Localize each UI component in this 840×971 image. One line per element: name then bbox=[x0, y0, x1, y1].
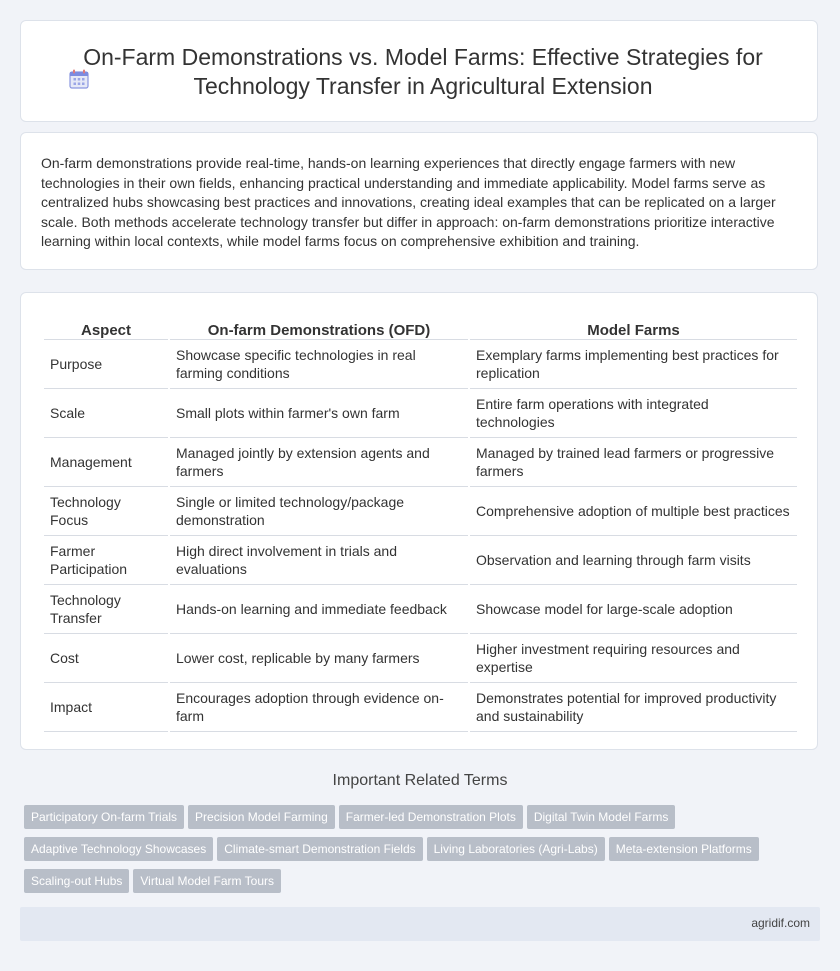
table-row bbox=[44, 634, 797, 683]
model-farms-cell: Entire farm operations with integrated technologies bbox=[470, 389, 797, 438]
aspect-cell: Cost bbox=[44, 634, 168, 683]
footer-site-link[interactable]: agridif.com bbox=[751, 916, 810, 930]
table-row bbox=[44, 389, 797, 438]
aspect-cell: Purpose bbox=[44, 340, 168, 389]
related-term-tag[interactable]: Digital Twin Model Farms bbox=[527, 805, 675, 829]
ofd-cell: Single or limited technology/package demonstration bbox=[170, 487, 468, 536]
ofd-cell: Managed jointly by extension agents and farmers bbox=[170, 438, 468, 487]
aspect-cell: Technology Transfer bbox=[44, 585, 168, 634]
model-farms-cell: Observation and learning through farm visits bbox=[470, 536, 797, 585]
aspect-cell: Scale bbox=[44, 389, 168, 438]
related-term-tag[interactable]: Living Laboratories (Agri-Labs) bbox=[427, 837, 605, 861]
model-farms-cell: Managed by trained lead farmers or progressive farmers bbox=[470, 438, 797, 487]
related-term-tag[interactable]: Virtual Model Farm Tours bbox=[133, 869, 281, 893]
related-term-tag[interactable]: Meta-extension Platforms bbox=[609, 837, 759, 861]
model-farms-cell: Demonstrates potential for improved productivity and sustainability bbox=[470, 683, 797, 732]
model-farms-cell: Comprehensive adoption of multiple best practices bbox=[470, 487, 797, 536]
related-term-tag[interactable]: Precision Model Farming bbox=[188, 805, 335, 829]
table-row bbox=[44, 438, 797, 487]
related-term-tag[interactable]: Scaling-out Hubs bbox=[24, 869, 129, 893]
related-terms-heading: Important Related Terms bbox=[332, 772, 508, 789]
column-header-aspect: Aspect bbox=[44, 315, 168, 340]
footer-bar bbox=[20, 907, 820, 941]
comparison-table bbox=[42, 315, 799, 732]
aspect-cell: Farmer Participation bbox=[44, 536, 168, 585]
model-farms-cell: Higher investment requiring resources and expertise bbox=[470, 634, 797, 683]
aspect-cell: Technology Focus bbox=[44, 487, 168, 536]
related-term-tag[interactable]: Adaptive Technology Showcases bbox=[24, 837, 213, 861]
table-header-row bbox=[44, 315, 797, 340]
comparison-card bbox=[20, 292, 818, 750]
table-row bbox=[44, 683, 797, 732]
ofd-cell: Hands-on learning and immediate feedback bbox=[170, 585, 468, 634]
page-title: On-Farm Demonstrations vs. Model Farms: Effective Strategies for Technology Transfer in Agricultural Extension bbox=[83, 44, 763, 99]
summary-paragraph: On-farm demonstrations provide real-time, hands-on learning experiences that directly engage farmers with new technologies in their own fields, enhancing practical understanding and immediate applicability. Model farms serve as centralized hubs showcasing best practices and innovations, creating ideal examples that can be replicated on a larger scale. Both methods accelerate technology transfer but differ in approach: on-farm demonstrations prioritize interactive learning within local contexts, while model farms focus on comprehensive exhibition and training. bbox=[41, 155, 776, 249]
title-card bbox=[20, 20, 818, 122]
column-header-ofd: On-farm Demonstrations (OFD) bbox=[170, 315, 468, 340]
table-row bbox=[44, 536, 797, 585]
aspect-cell: Management bbox=[44, 438, 168, 487]
ofd-cell: Showcase specific technologies in real farming conditions bbox=[170, 340, 468, 389]
related-terms-list bbox=[24, 805, 814, 901]
table-row bbox=[44, 585, 797, 634]
model-farms-cell: Exemplary farms implementing best practices for replication bbox=[470, 340, 797, 389]
ofd-cell: Small plots within farmer's own farm bbox=[170, 389, 468, 438]
table-row bbox=[44, 340, 797, 389]
table-row bbox=[44, 487, 797, 536]
model-farms-cell: Showcase model for large-scale adoption bbox=[470, 585, 797, 634]
related-term-tag[interactable]: Participatory On-farm Trials bbox=[24, 805, 184, 829]
aspect-cell: Impact bbox=[44, 683, 168, 732]
ofd-cell: Lower cost, replicable by many farmers bbox=[170, 634, 468, 683]
ofd-cell: Encourages adoption through evidence on-farm bbox=[170, 683, 468, 732]
ofd-cell: High direct involvement in trials and evaluations bbox=[170, 536, 468, 585]
related-term-tag[interactable]: Farmer-led Demonstration Plots bbox=[339, 805, 523, 829]
column-header-model-farms: Model Farms bbox=[470, 315, 797, 340]
summary-card bbox=[20, 132, 818, 270]
related-term-tag[interactable]: Climate-smart Demonstration Fields bbox=[217, 837, 422, 861]
